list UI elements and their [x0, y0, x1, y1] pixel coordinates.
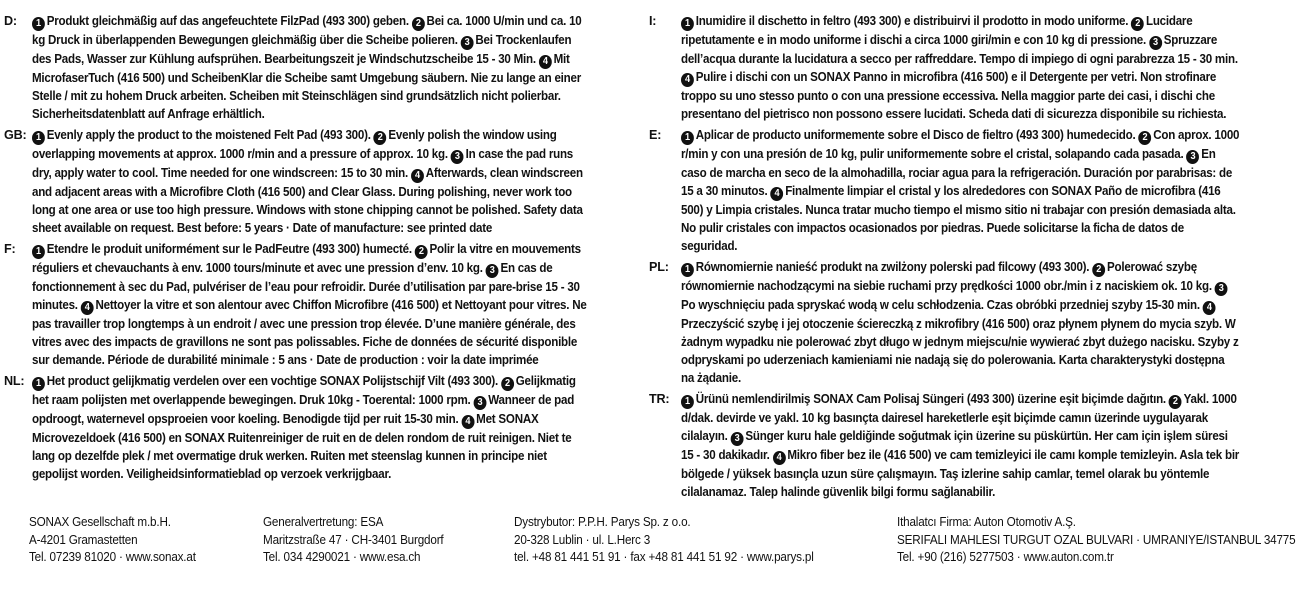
step-number-icon: 1	[32, 245, 45, 259]
step-text: En cas de fonctionnement à sec du Pad, pulvériser de l’eau pour refroidir. Durée d’utilisation par pare-brise 15 - 30 minutes.	[32, 261, 580, 312]
step-text: Przeczyścić szybę i jej otoczenie ściereczką z mikrofibry (416 500) oraz płynem płynem do mycia szyb. W żadnym wypadku nie polerować zbyt długo w jednym miejscu/nie wywierać zbyt dużego nacisku. Szyby z odpryskami po uderzeniach kamieniami nie nadają się do polerowania. Karta charakterystyki dostępna na żądanie.	[681, 317, 1239, 385]
step-number-icon: 4	[411, 169, 424, 183]
step-text: Mit MicrofaserTuch (416 500) und ScheibenKlar die Scheibe samt Umgebung säubern. Nie zu lange an einer Stelle / mit zu hohem Druck arbeiten. Scheiben mit Steinschlägen sind grundsätzlich nicht polierbar. Sicherheitsdatenblatt auf Anfrage erhältlich.	[32, 52, 581, 121]
language-code: GB:	[4, 128, 27, 142]
step-text: En caso de marcha en seco de la almohadilla, rociar agua para la refrigeración. Duración por parabrisas: de 15 a 30 minutos.	[681, 147, 1233, 198]
address-line: Dystrybutor: P.P.H. Parys Sp. z o.o.	[514, 514, 691, 529]
step-number-icon: 2	[501, 377, 514, 391]
step-text: Produkt gleichmäßig auf das angefeuchtete FilzPad (493 300) geben.	[46, 14, 409, 28]
step-number-icon: 4	[461, 415, 474, 429]
section-es	[649, 126, 1289, 255]
instructions-area	[4, 12, 1294, 499]
step-text: Sünger kuru hale geldiğinde soğutmak için üzerine su püskürtün. Her cam için işlem süresi 15 - 30 dakikadır.	[681, 429, 1228, 462]
step-number-icon: 2	[1092, 263, 1105, 277]
step-text: Gelijkmatig het raam polijsten met overlappende bewegingen. Druk 10kg - Toerental: 1000 rpm.	[32, 374, 576, 407]
address-line: Maritzstraße 47 · CH-3401 Burgdorf	[263, 531, 444, 547]
section-text	[681, 258, 1240, 387]
footer-addresses	[0, 513, 1297, 593]
section-text	[32, 126, 588, 237]
step-text: Po wyschnięciu pada spryskać wodą w celu schłodzenia. Czas obróbki przedniej szyby 15-30 min.	[681, 298, 1200, 312]
step-number-icon: 3	[1149, 36, 1162, 50]
address-line: 20-328 Lublin · ul. L.Herc 3	[514, 531, 651, 547]
step-number-icon: 2	[1138, 131, 1151, 145]
address-block-at	[29, 513, 196, 566]
section-gb	[4, 126, 636, 237]
step-text: Spruzzare dell’acqua durante la lucidatura a secco per raffreddare. Tempo di impiego di ogni parabrezza 15 - 30 min.	[681, 33, 1238, 66]
step-number-icon: 1	[681, 131, 694, 145]
address-line: Ithalatcı Firma: Auton Otomotiv A.Ş.	[897, 514, 1076, 529]
step-number-icon: 2	[1169, 395, 1182, 409]
address-line: Tel. 034 4290021 · www.esa.ch	[263, 549, 421, 564]
left-column	[4, 12, 636, 486]
address-block-tr	[897, 513, 1295, 566]
step-number-icon: 2	[1131, 17, 1144, 31]
step-text: Pulire i dischi con un SONAX Panno in microfibra (416 500) e il Detergente per vetri. Non strofinare troppo su uno stesso punto o con una pressione eccessiva. Nella maggior parte dei casi, i dischi che presentano del pietrisco non possono essere lucidati. Scheda dati di sicurezza disponibile su richiesta.	[681, 70, 1227, 121]
address-line: SERIFALI MAHLESI TURGUT OZAL BULVARI · UMRANIYE/ISTANBUL 34775	[897, 531, 1296, 547]
step-number-icon: 1	[32, 17, 45, 31]
step-number-icon: 3	[474, 396, 487, 410]
step-text: Lucidare ripetutamente e in modo uniforme i dischi a circa 1000 giri/min e con 10 kg di pressione.	[681, 14, 1193, 47]
step-number-icon: 4	[770, 187, 783, 201]
step-text: Met SONAX Microvezeldoek (416 500) en SONAX Ruitenreiniger de ruit en de delen rondom de ruit reinigen. Niet te lang op dezelfde plek / met overmatige druk werken. Ruiten met steenslag kunnen in principe niet gepolijst worden. Veiligheidsinformatieblad op verzoek verkrijgbaar.	[32, 412, 572, 481]
step-text: Evenly polish the window using overlapping movements at approx. 1000 r/min and a pressure of approx. 10 kg.	[32, 128, 557, 161]
section-pl	[649, 258, 1289, 387]
step-number-icon: 3	[461, 36, 474, 50]
step-text: Bei Trockenlaufen des Pads, Wasser zur Kühlung aufsprühen. Bearbeitungszeit je Windschutzscheibe 15 - 30 Min.	[32, 33, 572, 66]
step-text: Evenly apply the product to the moistened Felt Pad (493 300).	[46, 128, 371, 142]
language-code: PL:	[649, 260, 669, 274]
section-text	[681, 390, 1240, 501]
section-text	[32, 12, 588, 123]
address-line: Tel. 07239 81020 · www.sonax.at	[29, 549, 196, 564]
section-nl	[4, 372, 636, 483]
language-code: F:	[4, 242, 16, 256]
step-number-icon: 1	[681, 17, 694, 31]
address-line: Generalvertretung: ESA	[263, 514, 384, 529]
language-code: NL:	[4, 374, 25, 388]
step-text: Afterwards, clean windscreen and adjacent areas with a Microfibre Cloth (416 500) and Clear Glass. During polishing, never work too long at one area or use too high pressure. Windows with stone chipping cannot be polished. Safety data sheet available on request. Best before: 5 years · Date of manufacture: see printed date	[32, 166, 583, 235]
address-line: tel. +48 81 441 51 91 · fax +48 81 441 51 92 · www.parys.pl	[514, 549, 814, 564]
section-text	[681, 126, 1240, 255]
step-number-icon: 3	[1215, 282, 1228, 296]
language-code: E:	[649, 128, 662, 142]
section-de	[4, 12, 636, 123]
step-number-icon: 3	[731, 432, 744, 446]
section-it	[649, 12, 1289, 123]
language-code: D:	[4, 14, 17, 28]
step-text: Mikro fiber bez ile (416 500) ve cam temizleyici ile camı komple temizleyin. Asla tek bir bölgede / yüksek basınçla uzun süre çalışmayın. Taş izlerine sahip camlar, temel olarak bu yöntemle cilalanamaz. Talep halinde güvenlik bilgi formu sağlanabilir.	[681, 448, 1240, 499]
address-line: A-4201 Gramastetten	[29, 531, 138, 547]
step-text: Wanneer de pad opdroogt, waternevel opsproeien voor koeling. Benodigde tijd per ruit 15-30 min.	[32, 393, 575, 426]
step-number-icon: 3	[1186, 150, 1199, 164]
step-number-icon: 4	[1203, 301, 1216, 315]
section-text	[32, 240, 588, 369]
section-text	[32, 372, 588, 483]
step-text: Inumidire il dischetto in feltro (493 300) e distribuirvi il prodotto in modo uniforme.	[695, 14, 1129, 28]
step-number-icon: 3	[486, 264, 499, 278]
language-code: I:	[649, 14, 657, 28]
step-number-icon: 1	[32, 131, 45, 145]
step-number-icon: 1	[681, 395, 694, 409]
step-text: Nettoyer la vitre et son alentour avec Chiffon Microfibre (416 500) et Nettoyant pour vitres. Ne pas travailler trop longtemps à un endroit / avec une pression trop élevée. D’une manière générale, des vitres avec des impacts de gravillons ne sont pas polissables. Fiche de données de sécurité disponible sur demande. Période de durabilité minimale : 5 ans · Date de production : voir la date imprimée	[32, 298, 587, 367]
step-text: Ürünü nemlendirilmiş SONAX Cam Polisaj Süngeri (493 300) üzerine eşit biçimde dağıtın.	[695, 392, 1166, 406]
step-number-icon: 2	[374, 131, 387, 145]
step-text: Polerować szybę równomiernie nachodzącymi na siebie ruchami przy prędkości 1000 obr./min i z naciskiem ok. 10 kg.	[681, 260, 1212, 293]
step-text: Finalmente limpiar el cristal y los alrededores con SONAX Paño de microfibra (416 500) y Limpia cristales. Nunca tratar mucho tiempo el mismo sitio ni trabajar con presión demasiada alta. No pulir cristales con impactos ocasionados por piedras. Puede solicitarse la ficha de datos de seguridad.	[681, 184, 1236, 253]
step-number-icon: 2	[415, 245, 428, 259]
step-text: Równomiernie nanieść produkt na zwilżony polerski pad filcowy (493 300).	[695, 260, 1090, 274]
section-fr	[4, 240, 636, 369]
step-text: Etendre le produit uniformément sur le PadFeutre (493 300) humecté.	[46, 242, 412, 256]
step-text: Het product gelijkmatig verdelen over een vochtige SONAX Polijstschijf Vilt (493 300).	[46, 374, 499, 388]
step-text: Yakl. 1000 d/dak. devirde ve yakl. 10 kg basınçta dairesel hareketlerle eşit biçimde camın üzerinde uygulayarak cilalayın.	[681, 392, 1237, 443]
step-text: Con aprox. 1000 r/min y con una presión de 10 kg, pulir uniformemente sobre el cristal, solapando cada pasada.	[681, 128, 1240, 161]
step-number-icon: 1	[681, 263, 694, 277]
right-column	[649, 12, 1289, 504]
address-line: Tel. +90 (216) 5277503 · www.auton.com.tr	[897, 549, 1114, 564]
step-number-icon: 4	[539, 55, 552, 69]
section-text	[681, 12, 1240, 123]
address-line: SONAX Gesellschaft m.b.H.	[29, 514, 171, 529]
step-number-icon: 3	[451, 150, 464, 164]
language-code: TR:	[649, 392, 670, 406]
step-number-icon: 4	[773, 451, 786, 465]
step-number-icon: 4	[81, 301, 94, 315]
step-number-icon: 4	[681, 73, 694, 87]
step-text: In case the pad runs dry, apply water to cool. Time needed for one windscreen: 15 to 30 min.	[32, 147, 574, 180]
step-text: Aplicar de producto uniformemente sobre el Disco de fieltro (493 300) humedecido.	[695, 128, 1136, 142]
address-block-ch	[263, 513, 444, 566]
step-text: Bei ca. 1000 U/min und ca. 10 kg Druck in überlappenden Bewegungen gleichmäßig über die Scheibe polieren.	[32, 14, 582, 47]
step-text: Polir la vitre en mouvements réguliers et chevauchants à env. 1000 tours/minute et avec une pression d’env. 10 kg.	[32, 242, 581, 275]
step-number-icon: 1	[32, 377, 45, 391]
section-tr	[649, 390, 1289, 501]
address-block-pl	[514, 513, 814, 566]
step-number-icon: 2	[412, 17, 425, 31]
